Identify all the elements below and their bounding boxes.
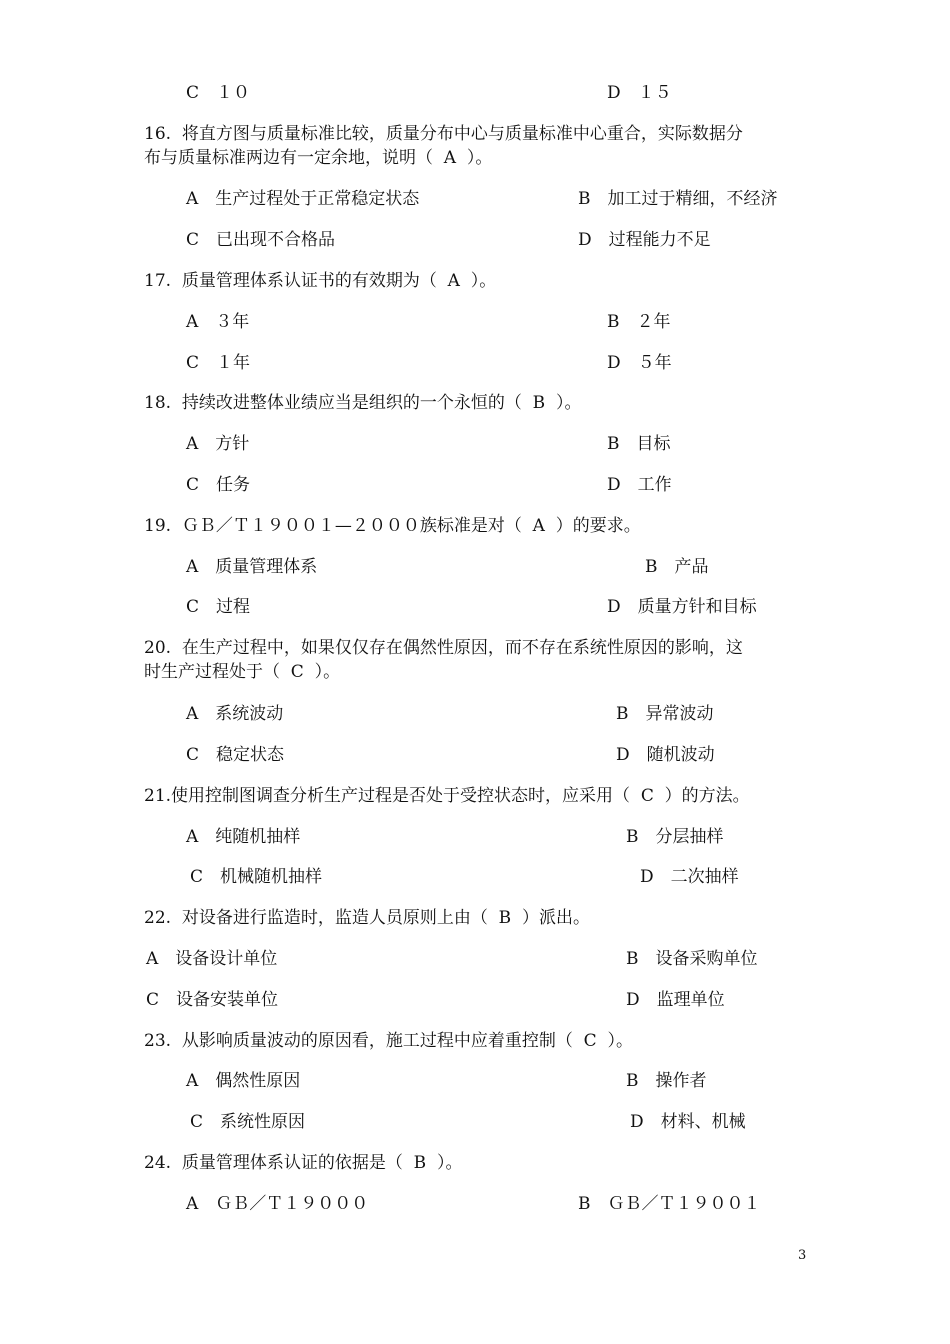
text-line: C 任务: [186, 475, 251, 495]
text-line: C 系统性原因: [190, 1112, 306, 1132]
text-line: 21.使用控制图调查分析生产过程是否处于受控状态时，应采用（ C ）的方法。: [144, 786, 750, 806]
text-line: B ＧＢ／Ｔ１９００１: [578, 1194, 761, 1214]
text-line: A ３年: [186, 312, 250, 332]
text-line: D 材料、机械: [630, 1112, 746, 1132]
text-line: 20. 在生产过程中，如果仅仅存在偶然性原因，而不存在系统性原因的影响，这: [144, 638, 743, 658]
text-line: A 设备设计单位: [146, 949, 278, 969]
text-line: C 稳定状态: [186, 745, 285, 765]
text-line: 22. 对设备进行监造时，监造人员原则上由（ B ）派出。: [144, 908, 590, 928]
text-line: 19. ＧＢ／Ｔ１９００１—２０００族标准是对（ A ）的要求。: [144, 516, 641, 536]
text-line: 16. 将直方图与质量标准比较，质量分布中心与质量标准中心重合，实际数据分: [144, 124, 743, 144]
text-line: B 分层抽样: [626, 827, 724, 847]
text-line: 23. 从影响质量波动的原因看，施工过程中应着重控制（ C ）。: [144, 1031, 633, 1051]
text-line: 24. 质量管理体系认证的依据是（ B ）。: [144, 1153, 463, 1173]
text-line: B 目标: [607, 434, 671, 454]
text-line: B 异常波动: [616, 704, 714, 724]
text-line: D 过程能力不足: [578, 230, 711, 250]
text-line: 18. 持续改进整体业绩应当是组织的一个永恒的（ B ）。: [144, 393, 582, 413]
text-line: A 生产过程处于正常稳定状态: [186, 189, 420, 209]
text-line: C 过程: [186, 597, 251, 617]
text-line: A 系统波动: [186, 704, 284, 724]
text-line: 时生产过程处于（ C ）。: [144, 662, 341, 682]
text-line: A 方针: [186, 434, 250, 454]
text-line: B 操作者: [626, 1071, 707, 1091]
text-line: B ２年: [607, 312, 671, 332]
text-line: D １５: [607, 83, 672, 103]
text-line: A 质量管理体系: [186, 557, 318, 577]
text-line: B 设备采购单位: [626, 949, 758, 969]
text-line: D 监理单位: [626, 990, 725, 1010]
text-line: C １０: [186, 83, 251, 103]
text-line: A ＧＢ／Ｔ１９０００: [186, 1194, 369, 1214]
page-number: 3: [798, 1248, 807, 1263]
text-line: C 机械随机抽样: [190, 867, 323, 887]
text-line: C 设备安装单位: [146, 990, 279, 1010]
text-line: B 加工过于精细，不经济: [578, 189, 778, 209]
text-line: D 随机波动: [616, 745, 715, 765]
text-line: C 已出现不合格品: [186, 230, 336, 250]
text-line: A 纯随机抽样: [186, 827, 301, 847]
text-line: D 二次抽样: [640, 867, 739, 887]
text-line: D ５年: [607, 353, 672, 373]
text-line: C １年: [186, 353, 251, 373]
text-line: B 产品: [645, 557, 709, 577]
text-line: D 工作: [607, 475, 672, 495]
text-line: 17. 质量管理体系认证书的有效期为（ A ）。: [144, 271, 497, 291]
text-line: D 质量方针和目标: [607, 597, 757, 617]
text-line: A 偶然性原因: [186, 1071, 301, 1091]
text-line: 布与质量标准两边有一定余地，说明（ A ）。: [144, 148, 493, 168]
